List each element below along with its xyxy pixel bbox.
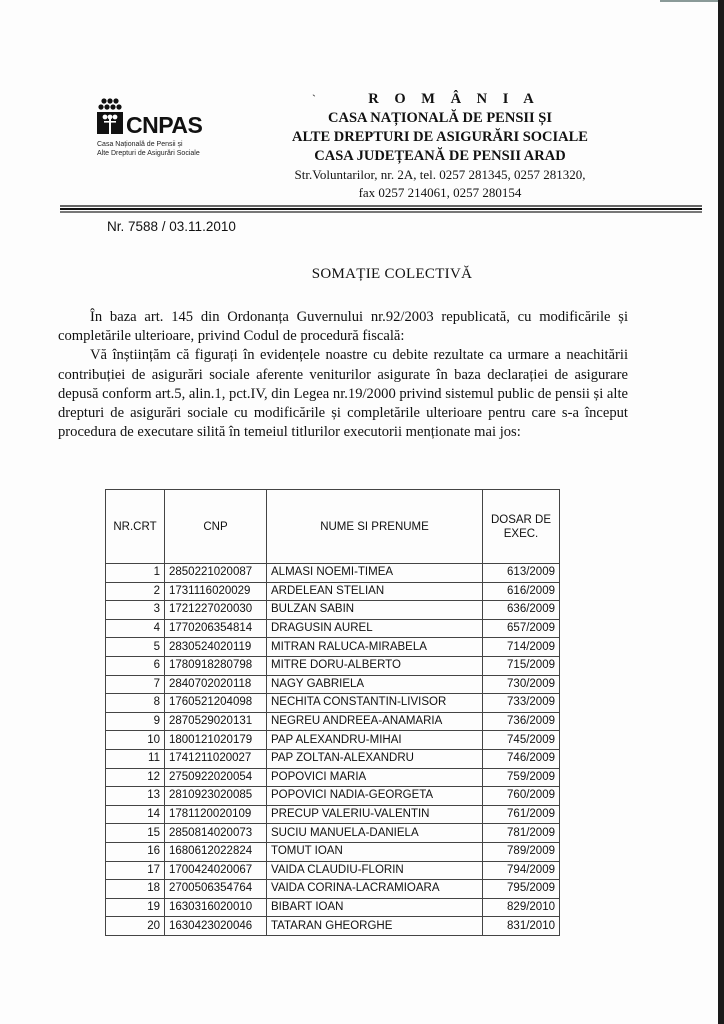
table-row	[106, 582, 560, 601]
document-number: Nr. 7588 / 03.11.2010	[107, 219, 236, 234]
cell-nr: 7	[106, 675, 165, 694]
column-header-dosar: DOSAR DE EXEC.	[483, 490, 560, 564]
table-row	[106, 842, 560, 861]
cell-name: PAP ALEXANDRU-MIHAI	[267, 731, 483, 750]
letterhead	[270, 90, 610, 202]
cell-dosar: 746/2009	[483, 749, 560, 768]
table-row	[106, 768, 560, 787]
table-row	[106, 861, 560, 880]
cell-dosar: 761/2009	[483, 805, 560, 824]
org-line-2: ALTE DREPTURI DE ASIGURĂRI SOCIALE	[292, 129, 588, 145]
cell-dosar: 636/2009	[483, 601, 560, 620]
document-title: SOMAȚIE COLECTIVĂ	[311, 266, 473, 282]
cell-cnp: 1630316020010	[165, 898, 267, 917]
cell-cnp: 1781120020109	[165, 805, 267, 824]
cell-name: PAP ZOLTAN-ALEXANDRU	[267, 749, 483, 768]
table-row	[106, 749, 560, 768]
cell-name: VAIDA CORINA-LACRAMIOARA	[267, 880, 483, 899]
cell-nr: 16	[106, 842, 165, 861]
cell-dosar: 760/2009	[483, 787, 560, 806]
country-name: R O M Â N I A	[368, 91, 540, 107]
debtors-table-container	[105, 489, 560, 936]
cell-dosar: 715/2009	[483, 656, 560, 675]
cell-cnp: 1770206354814	[165, 619, 267, 638]
table-row	[106, 787, 560, 806]
cell-name: NEGREU ANDREEA-ANAMARIA	[267, 712, 483, 731]
cell-cnp: 1780918280798	[165, 656, 267, 675]
cell-name: TATARAN GHEORGHE	[267, 917, 483, 936]
cell-cnp: 2870529020131	[165, 712, 267, 731]
cell-nr: 1	[106, 564, 165, 583]
cell-dosar: 829/2010	[483, 898, 560, 917]
cell-nr: 11	[106, 749, 165, 768]
cell-name: BIBART IOAN	[267, 898, 483, 917]
scan-edge-top	[660, 0, 724, 2]
table-row	[106, 656, 560, 675]
cell-dosar: 789/2009	[483, 842, 560, 861]
cell-dosar: 730/2009	[483, 675, 560, 694]
cell-nr: 3	[106, 601, 165, 620]
cell-nr: 17	[106, 861, 165, 880]
address-line-2: fax 0257 214061, 0257 280154	[358, 185, 522, 200]
cell-name: SUCIU MANUELA-DANIELA	[267, 824, 483, 843]
table-row	[106, 601, 560, 620]
cell-cnp: 2700506354764	[165, 880, 267, 899]
cell-nr: 19	[106, 898, 165, 917]
table-row	[106, 564, 560, 583]
cell-cnp: 2840702020118	[165, 675, 267, 694]
logo-subtitle	[97, 140, 200, 158]
logo-subtitle-line1: Casa Națională de Pensii și	[97, 141, 183, 148]
paragraph-legal-basis: În baza art. 145 din Ordonanța Guvernului nr.92/2003 republicată, cu modificările și completările ulterioare, privind Codul de procedură fiscală:	[58, 309, 628, 345]
table-header-row	[106, 490, 560, 564]
address-line-1: Str.Voluntarilor, nr. 2A, tel. 0257 281345, 0257 281320,	[294, 167, 586, 182]
cell-cnp: 1741211020027	[165, 749, 267, 768]
cell-cnp: 1700424020067	[165, 861, 267, 880]
cell-cnp: 1731116020029	[165, 582, 267, 601]
cell-name: PRECUP VALERIU-VALENTIN	[267, 805, 483, 824]
paragraph-notice: Vă înștiințăm că figurați în evidențele noastre cu debite rezultate ca urmare a neachitării contribuției de asigurări sociale aferente veniturilor asigurate în baza declarației de asigurare depusă conform art.5, alin.1, pct.IV, din Legea nr.19/2000 privind sistemul public de pensii și alte drepturi de asigurări sociale cu modificările și completările ulterioare pentru care s-a început procedura de executare silită în temeiul titlurilor executorii menționate mai jos:	[58, 347, 628, 441]
table-row	[106, 898, 560, 917]
scan-edge-right	[718, 0, 724, 1024]
cell-cnp: 2830524020119	[165, 638, 267, 657]
column-header-cnp: CNP	[165, 490, 267, 564]
logo-subtitle-line2: Alte Drepturi de Asigurări Sociale	[97, 150, 200, 157]
cell-cnp: 2850814020073	[165, 824, 267, 843]
table-row	[106, 880, 560, 899]
cell-name: POPOVICI MARIA	[267, 768, 483, 787]
cell-cnp: 1630423020046	[165, 917, 267, 936]
cell-cnp: 1800121020179	[165, 731, 267, 750]
table-row	[106, 805, 560, 824]
column-header-name: NUME SI PRENUME	[267, 490, 483, 564]
cell-name: POPOVICI NADIA-GEORGETA	[267, 787, 483, 806]
cell-nr: 12	[106, 768, 165, 787]
cell-dosar: 745/2009	[483, 731, 560, 750]
table-row	[106, 731, 560, 750]
cell-dosar: 794/2009	[483, 861, 560, 880]
cell-nr: 10	[106, 731, 165, 750]
cell-nr: 6	[106, 656, 165, 675]
org-line-3: CASA JUDEȚEANĂ DE PENSII ARAD	[314, 148, 566, 164]
cell-name: MITRAN RALUCA-MIRABELA	[267, 638, 483, 657]
cell-cnp: 2810923020085	[165, 787, 267, 806]
cell-nr: 18	[106, 880, 165, 899]
cell-nr: 15	[106, 824, 165, 843]
cell-nr: 14	[106, 805, 165, 824]
table-row	[106, 619, 560, 638]
cell-nr: 4	[106, 619, 165, 638]
scan-mark: `	[312, 92, 316, 106]
cnpas-people-icon	[97, 98, 123, 136]
cell-dosar: 831/2010	[483, 917, 560, 936]
cell-name: NECHITA CONSTANTIN-LIVISOR	[267, 694, 483, 713]
cell-nr: 5	[106, 638, 165, 657]
cell-dosar: 616/2009	[483, 582, 560, 601]
cell-dosar: 759/2009	[483, 768, 560, 787]
cell-cnp: 2750922020054	[165, 768, 267, 787]
cell-cnp: 2850221020087	[165, 564, 267, 583]
table-row	[106, 917, 560, 936]
cell-dosar: 733/2009	[483, 694, 560, 713]
debtors-table	[105, 489, 560, 936]
cell-nr: 9	[106, 712, 165, 731]
table-row	[106, 712, 560, 731]
cell-dosar: 613/2009	[483, 564, 560, 583]
cell-name: VAIDA CLAUDIU-FLORIN	[267, 861, 483, 880]
cell-nr: 2	[106, 582, 165, 601]
cell-dosar: 736/2009	[483, 712, 560, 731]
cell-name: MITRE DORU-ALBERTO	[267, 656, 483, 675]
cell-dosar: 795/2009	[483, 880, 560, 899]
cell-name: ARDELEAN STELIAN	[267, 582, 483, 601]
cell-name: TOMUT IOAN	[267, 842, 483, 861]
table-row	[106, 824, 560, 843]
cell-name: NAGY GABRIELA	[267, 675, 483, 694]
cell-dosar: 657/2009	[483, 619, 560, 638]
cell-nr: 20	[106, 917, 165, 936]
org-line-1: CASA NAȚIONALĂ DE PENSII ȘI	[328, 110, 552, 126]
cell-nr: 8	[106, 694, 165, 713]
cell-cnp: 1721227020030	[165, 601, 267, 620]
cell-dosar: 714/2009	[483, 638, 560, 657]
cell-name: DRAGUSIN AUREL	[267, 619, 483, 638]
table-row	[106, 694, 560, 713]
cell-name: BULZAN SABIN	[267, 601, 483, 620]
table-row	[106, 675, 560, 694]
cell-cnp: 1680612022824	[165, 842, 267, 861]
cell-name: ALMASI NOEMI-TIMEA	[267, 564, 483, 583]
cell-dosar: 781/2009	[483, 824, 560, 843]
header-divider	[60, 205, 702, 213]
document-body	[58, 308, 628, 442]
table-row	[106, 638, 560, 657]
cell-cnp: 1760521204098	[165, 694, 267, 713]
logo-name: CNPAS	[126, 112, 203, 138]
column-header-nr: NR.CRT	[106, 490, 165, 564]
cell-nr: 13	[106, 787, 165, 806]
